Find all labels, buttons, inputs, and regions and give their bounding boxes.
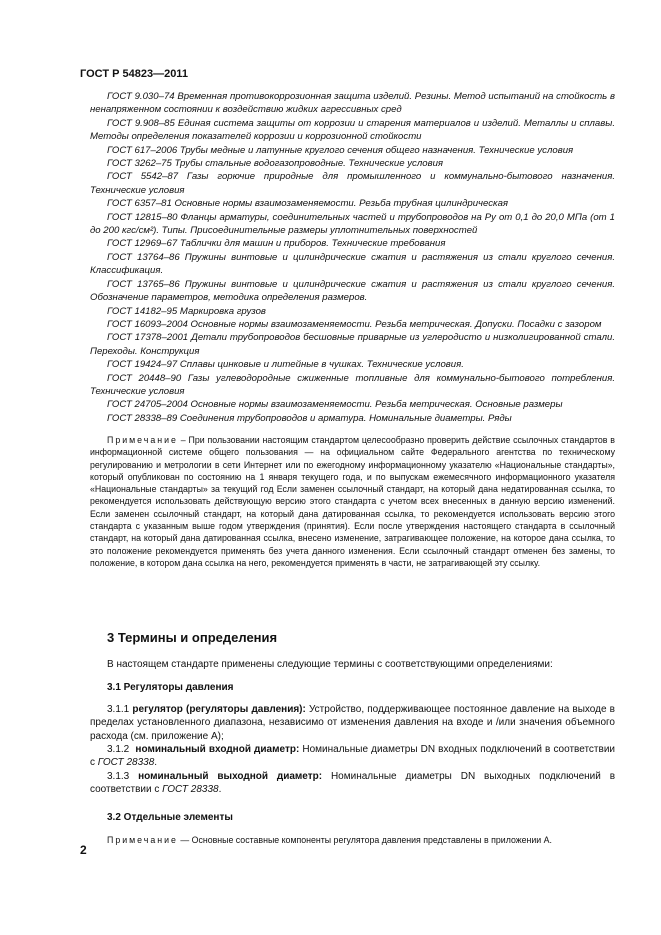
reference-item: ГОСТ 12969–67 Таблички для машин и приборов. Технические требования (107, 238, 446, 250)
elements-note (90, 834, 615, 847)
reference-item: ГОСТ 9.908–85 Единая система защиты от коррозии и старения материалов и изделий. Металлы и сплавы. Методы определения показателей коррозии и коррозионной стойкости (90, 117, 615, 143)
references-note (90, 434, 615, 569)
reference-item: ГОСТ 17378–2001 Детали трубопроводов бесшовные приварные из углеродисто и низколигированной стали. Переходы. Конструкция (90, 332, 615, 357)
term-3-1-2: 3.1.2 номинальный входной диаметр: Номинальные диаметры DN входных подключений в соответствии с ГОСТ 28338. (90, 744, 615, 769)
reference-item: ГОСТ 24705–2004 Основные нормы взаимозаменяемости. Резьба метрическая. Основные размеры (107, 399, 563, 411)
term-definition: Устройство, поддерживающее постоянное давление на выходе в пределах установленного диапазона, независимо от изменения давления на входе и /или значения объемного расхода (см. приложение А); (90, 703, 615, 742)
section-intro: В настоящем стандарте применены следующие термины с соответствующими определениями: (107, 659, 553, 670)
page-number: 2 (80, 843, 87, 857)
term-number: 3.1.3 (107, 770, 130, 782)
note-label: Примечание (107, 835, 178, 846)
term-3-1-3: 3.1.3 номинальный выходной диаметр: Номинальные диаметры DN выходных подключений в соответствии с ГОСТ 28338. (90, 770, 616, 796)
term-3-1-1 (90, 703, 615, 743)
term-name: номинальный выходной диаметр: (138, 770, 323, 782)
note-text: — Основные составные компоненты регулятора давления представлены в приложении А. (180, 835, 552, 846)
reference-item: ГОСТ 9.030–74 Временная противокоррозионная защита изделий. Резины. Метод испытаний на стойкость в ненапряженном состоянии к воздействию жидких агрессивных сред (90, 91, 615, 116)
section-title: 3 Термины и определения (107, 630, 278, 645)
term-name: регулятор (регуляторы давления): (132, 703, 306, 715)
reference-item: ГОСТ 5542–87 Газы горючие природные для промышленного и коммунально-бытового назначения. Технические условия (90, 171, 615, 196)
reference-item: ГОСТ 6357–81 Основные нормы взаимозаменяемости. Резьба трубная цилиндрическая (107, 198, 509, 210)
reference-item: ГОСТ 16093–2004 Основные нормы взаимозаменяемости. Резьба метрическая. Допуски. Посадки с зазором (107, 318, 602, 330)
subsection-title: 3.1 Регуляторы давления (107, 682, 234, 694)
term-reference: ГОСТ 28338 (97, 757, 155, 769)
term-reference: ГОСТ 28338 (162, 784, 219, 796)
reference-item: ГОСТ 12815–80 Фланцы арматуры, соединительных частей и трубопроводов на Py от 0,1 до 20,0 МПа (от 1 до 200 кгс/см²). Типы. Присоединительные размеры уплотнительных поверхностей (90, 211, 615, 237)
note-label: Примечание (107, 435, 178, 445)
reference-item: ГОСТ 19424–97 Сплавы цинковые и литейные в чушках. Технические условия. (107, 359, 464, 371)
reference-item: ГОСТ 3262–75 Трубы стальные водогазопроводные. Технические условия (107, 158, 444, 170)
term-name: номинальный входной диаметр: (135, 744, 300, 756)
reference-item: ГОСТ 13764–86 Пружины винтовые и цилиндрические сжатия и растяжения из стали круглого сечения. Классификация. (90, 251, 615, 277)
term-definition: Номинальные диаметры DN входных подключений в соответствии с (90, 744, 615, 769)
term-number: 3.1.2 (107, 744, 130, 756)
reference-item: ГОСТ 14182–95 Маркировка грузов (107, 305, 266, 317)
page-header: ГОСТ Р 54823—2011 (80, 68, 188, 80)
note-text: – При пользовании настоящим стандартом целесообразно проверить действие ссылочных стандартов в информационной системе общего пользования — на официальном сайте Федерального агентства по техническому регулированию и метрологии в сети Интернет или по ежегодному информационному указателю «Национальные стандарты», который опубликован по состоянию на 1 января текущего года, и по выпускам ежемесячного информационного указателя «Национальные стандарты» за текущий год Если заменен ссылочный стандарт, на который дана недатированная ссылка, то рекомендуется использовать действующую версию этого стандарта с учетом всех внесенных в данную версию изменений. Если заменен ссылочный стандарт, на который дана датированная ссылка, то рекомендуется использовать версию этого стандарта с указанным выше годом утверждения (принятия). Если после утверждения настоящего стандарта в ссылочный стандарт, на который дана датированная ссылка, внесено изменение, затрагивающее положение, на которое дана ссылка, то это положение рекомендуется применять без учета данного изменения. Если ссылочный стандарт отменен без замены, то положение, в котором дана ссылка на него, рекомендуется применять в части, не затрагивающей эту ссылку. (90, 435, 615, 568)
reference-item: ГОСТ 617–2006 Трубы медные и латунные круглого сечения общего назначения. Технические условия (107, 144, 574, 156)
section-body (90, 658, 615, 847)
reference-item: ГОСТ 20448–90 Газы углеводородные сжиженные топливные для коммунально-бытового потребления. Технические условия (90, 372, 615, 397)
reference-item: ГОСТ 28338–89 Соединения трубопроводов и арматура. Номинальные диаметры. Ряды (107, 412, 512, 424)
subsection-title: 3.2 Отдельные элементы (107, 811, 233, 823)
term-number: 3.1.1 (107, 703, 130, 715)
normative-references-list (90, 90, 615, 425)
term-definition: Номинальные диаметры DN выходных подключений в соответствии с (90, 770, 616, 796)
reference-item: ГОСТ 13765–86 Пружины винтовые и цилиндрические сжатия и растяжения из стали круглого сечения. Обозначение параметров, методика определения размеров. (90, 278, 615, 304)
